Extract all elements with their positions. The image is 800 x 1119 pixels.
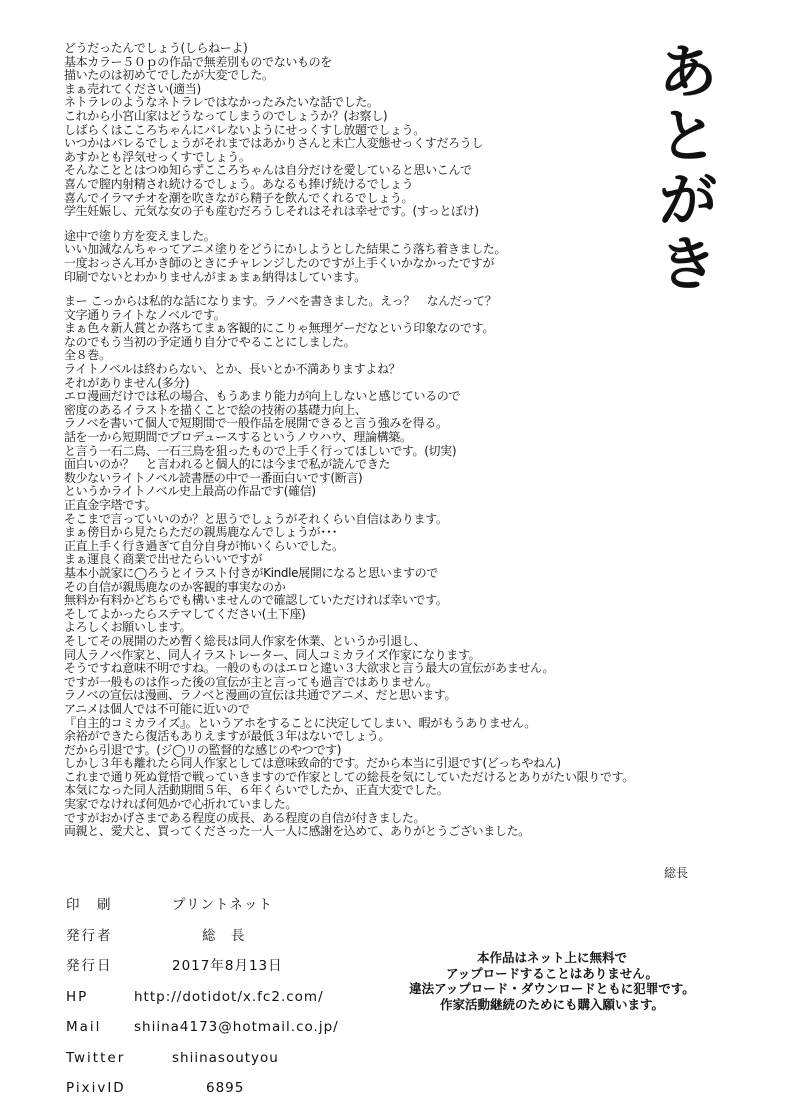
body-line: それがありません(多分): [64, 375, 190, 390]
body-line: 面白いのか？ と言われると個人的には今まで私が読んできた: [64, 457, 391, 472]
body-line: 同人ラノベ作家と、同人イラストレーター、同人コミカライズ作家になります。: [64, 647, 481, 662]
body-line: 無料か有料かどちらでも構いませんので確認していただければ幸いです。: [64, 593, 448, 608]
body-line: 正直上手く行き過ぎて自分自身が怖いくらいでした。: [64, 538, 344, 553]
body-line: あすかとも浮気せっくすでしょう。: [64, 149, 251, 164]
body-line: 学生妊娠し、元気な女の子も産むだろうしそれはそれは幸せです。(すっとぼけ): [64, 204, 479, 219]
colophon-key: HP: [66, 988, 89, 1005]
body-line: 余裕ができたら復活もありえますが最低３年はないでしょう。: [64, 729, 391, 744]
colophon-key: 発行者: [66, 927, 113, 944]
colophon-value: http://dotidot/x.fc2.com/: [134, 988, 324, 1005]
body-line: ネトラレのようなネトラレではなかったみたいな話でした。: [64, 95, 379, 110]
piracy-notice: [382, 950, 722, 1012]
colophon-key: 印 刷: [66, 897, 113, 913]
body-line: 密度のあるイラストを描くことで絵の技術の基礎力向上、: [64, 402, 367, 417]
colophon-key: 発行日: [66, 958, 113, 974]
notice-line: 本作品はネット上に無料で: [476, 950, 627, 965]
body-line: 印刷でないとわかりませんがまぁまぁ納得はしています。: [64, 269, 366, 284]
body-line: 一度おっさん耳かき師のときにチャレンジしたのですが上手くいかなかったですが: [64, 255, 495, 270]
body-line: ラノベを書いて個人で短期間で一般作品を展開できると言う強みを得る。: [64, 416, 448, 431]
colophon-value: 6895: [206, 1080, 245, 1096]
colophon-row-printer: [66, 895, 386, 926]
body-line: ラノベの宣伝は漫画、ラノベと漫画の宣伝は共通でアニメ、だと思います。: [64, 688, 457, 703]
body-line: 『自主的コミカライズ』。というアホをすることに決定してしまい、暇がもうありません。: [64, 715, 536, 730]
body-line: 正直金字塔です。: [64, 498, 157, 512]
body-line: これから小宮山家はどうなってしまうのでしょうか？(お察し): [64, 108, 388, 123]
body-line: アニメは個人では不可能に近いので: [64, 701, 250, 716]
colophon-value: プリントネット: [172, 897, 273, 913]
body-line: いい加減なんちゃってアニメ塗りをどうにかしようとした結果こう落ち着きました。: [64, 242, 507, 257]
notice-line: 作家活動継続のためにも購入願います。: [439, 996, 664, 1012]
body-line: まぁ売れてください(適当): [64, 81, 201, 96]
body-paragraph: [64, 42, 654, 219]
body-line: いつかはバレるでしょうがそれまではあかりさんと未亡人変態せっくすだろうし: [64, 136, 484, 151]
body-line: 本気になった同人活動期間５年、６年くらいでしたか、正直大変でした。: [64, 783, 449, 798]
notice-line: 違法アップロード・ダウンロードともに犯罪です。: [409, 981, 695, 996]
body-line: しばらくはこころちゃんにバレないようにせっくすし放題でしょう。: [64, 122, 425, 137]
colophon-value: shiina4173@hotmail.co.jp/: [134, 1019, 339, 1035]
colophon-key: PixivID: [66, 1080, 126, 1096]
afterword-title: [652, 40, 724, 296]
body-line: ライトノベルは終わらない、とか、長いとか不満ありますよね？: [64, 362, 401, 377]
body-line: 話を一から短期間でプロデュースするというノウハウ、理論構築。: [64, 430, 412, 445]
colophon-value: 2017年8月13日: [172, 958, 283, 974]
title-char: あ: [658, 38, 717, 106]
body-line: しかし３年も離れたら同人作家としては意味致命的です。だから本当に引退です(どっちやねん): [64, 756, 561, 771]
body-line: 全８巻。: [64, 348, 111, 363]
body-line: まぁ色々新人賞とか落ちてまぁ客観的にこりゃ無理ゲーだなという印象なのです。: [64, 321, 494, 336]
author-signature: 総長: [664, 866, 689, 880]
body-line: そしてよかったらステマしてください(土下座): [64, 606, 306, 621]
colophon-value: shiinasoutyou: [172, 1049, 279, 1066]
body-line: ですがおかげさまである程度の成長、ある程度の自信が付きました。: [64, 810, 426, 825]
notice-line: アップロードすることはありません。: [445, 965, 658, 981]
colophon-row-mail: [66, 1017, 386, 1048]
body-line: 実家でなければ何処かで心折れていました。: [64, 797, 298, 812]
colophon-row-publisher: [66, 926, 386, 957]
body-line: まぁ傍目から見たらただの親馬鹿なんでしょうが･･･: [64, 525, 338, 540]
body-line: その自信が親馬鹿なのか客観的事実なのか: [64, 579, 286, 594]
body-paragraph: [64, 295, 654, 839]
body-line: 基本小説家に◯ろうとイラスト付きがKindle展開になると思いますので: [64, 565, 438, 580]
body-line: そうですね意味不明ですね。一般のものはエロと違い３大欲求と言う最大の宣伝があません。: [64, 661, 555, 676]
body-line: まー こっからは私的な話になります。ラノベを書きました。えっ？ なんだって？: [64, 294, 497, 309]
body-line: 途中で塗り方を変えました。: [64, 228, 216, 243]
body-line: 描いたのは初めてでしたが大変でした。: [64, 68, 274, 83]
colophon-value: 総 長: [202, 927, 246, 944]
body-line: そしてその展開のため暫く総長は同人作家を休業、というか引退し、: [64, 633, 426, 648]
body-line: 両親と、愛犬と、買ってくださった一人一人に感謝を込めて、ありがとうございました。: [64, 824, 530, 839]
body-line: 文字通りライトなノベルです。: [64, 307, 226, 322]
colophon-key: Mail: [66, 1019, 102, 1035]
body-line: よろしくお願いします。: [64, 620, 192, 635]
title-char: き: [658, 230, 717, 298]
colophon-key: Twitter: [66, 1049, 126, 1066]
body-line: どうだったんでしょう(しらねーよ): [64, 41, 248, 55]
body-line: そこまで言っていいのか？と思うでしょうがそれくらい自信はあります。: [64, 511, 448, 526]
body-paragraph: [64, 230, 654, 284]
body-line: ですが一般ものは作った後の宣伝が主と言っても過言ではありません。: [64, 674, 438, 689]
body-line: というかライトノベル史上最高の作品です(確信): [64, 484, 316, 499]
body-line: 基本カラー５０ｐの作品で無差別ものでないものを: [64, 54, 332, 69]
body-line: 喜んで膣内射精され続けるでしょう。あなるも捧げ続けるでしょう: [64, 176, 414, 191]
body-line: 数少ないライトノベル読書歴の中で一番面白いです(断言): [64, 470, 363, 485]
title-char: が: [658, 166, 717, 234]
colophon: [66, 895, 386, 1109]
body-line: まぁ運良く商業で出せたらいいですが: [64, 552, 263, 567]
colophon-row-hp: [66, 987, 386, 1018]
afterword-body: [64, 42, 654, 850]
colophon-row-twitter: [66, 1048, 386, 1079]
body-line: だから引退です。(ジ◯リの監督的な感じのやつです): [64, 742, 342, 757]
colophon-row-pixiv: [66, 1078, 386, 1109]
body-line: 喜んでイラマチオを潮を吹きながら精子を飲んでくれるでしょう。: [64, 190, 414, 205]
colophon-row-date: [66, 956, 386, 987]
body-line: エロ漫画だけでは私の場合、もうあまり能力が向上しないと感じているので: [64, 389, 461, 404]
body-line: そんなこととはつゆ知らずこころちゃんは自分だけを愛していると思いこんで: [64, 163, 472, 178]
body-line: と言う一石二鳥、一石三鳥を狙ったもので上手く行ってほしいです。(切実): [64, 443, 457, 458]
title-char: と: [658, 102, 717, 170]
body-line: これまで通り死ぬ覚悟で戦っていきますので作家としての総長を気にしていただけるとありがたい限りです。: [64, 769, 634, 784]
body-line: なのでもう当初の予定通り自分でやることにしました。: [64, 334, 356, 349]
